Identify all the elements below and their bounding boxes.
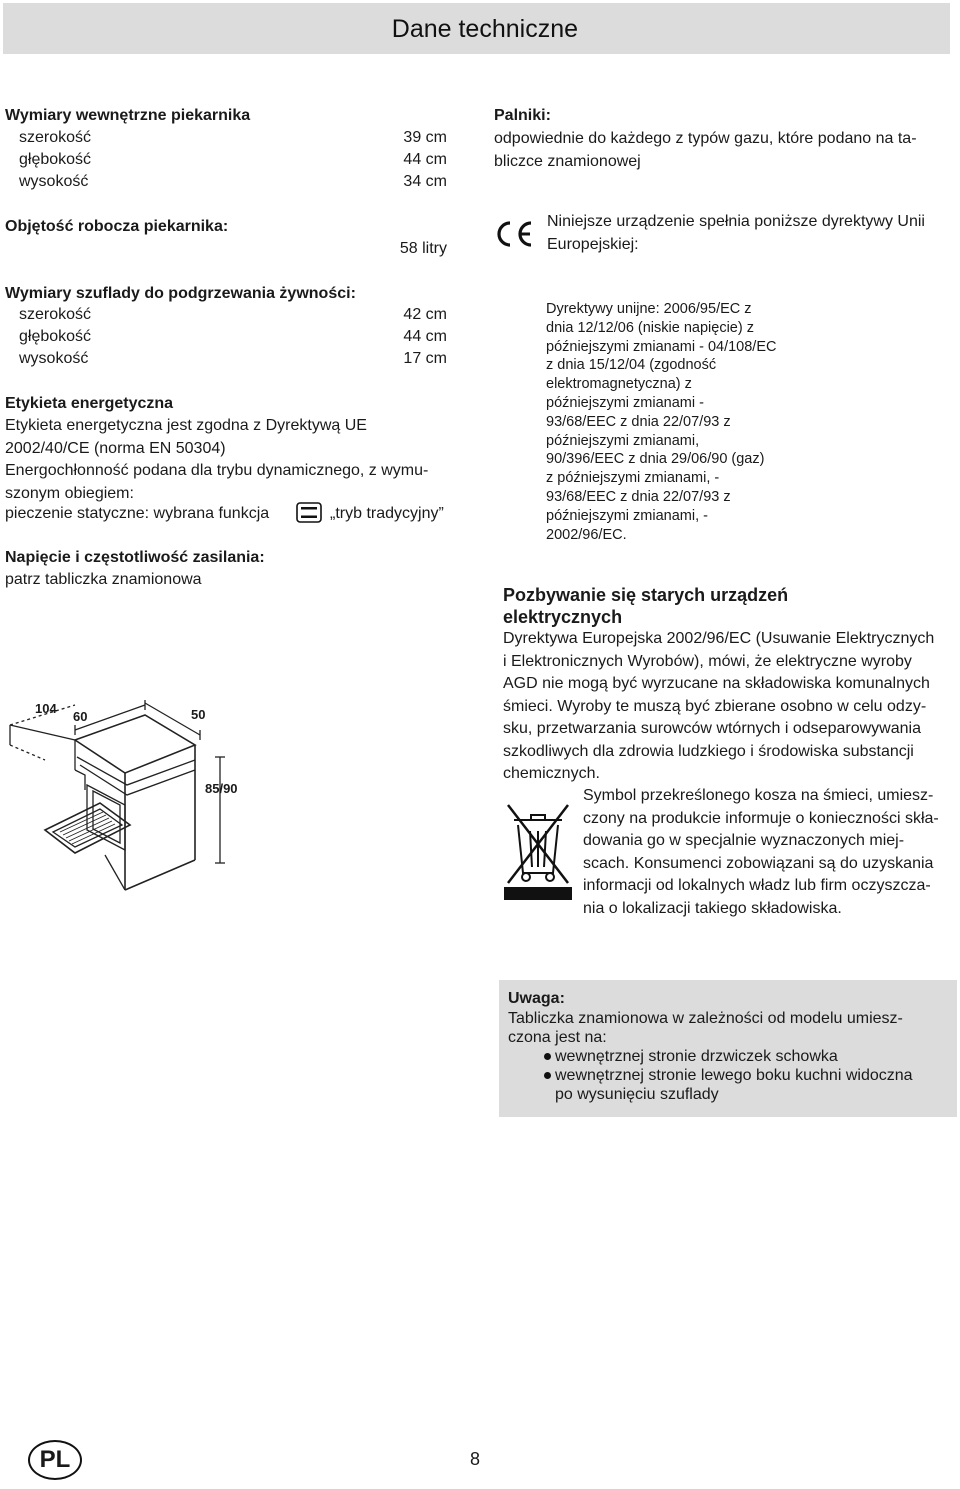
bullet-icon — [544, 1072, 551, 1079]
text-line: scach. Konsumenci zobowiązani są do uzyskania — [583, 854, 934, 872]
text-line: informacji od lokalnych władz lub firm oczyszcza- — [583, 877, 931, 894]
voltage-title: Napięcie i częstotliwość zasilania: — [5, 549, 265, 566]
oven-dims-title: Wymiary wewnętrzne piekarnika — [5, 107, 251, 124]
oven-dim-row — [19, 173, 447, 195]
text-line: odpowiednie do każdego z typów gazu, które podano na ta- — [494, 130, 917, 147]
directive-line: późniejszymi zmianami - 04/108/EC — [546, 338, 777, 355]
dim-label: wysokość — [19, 350, 89, 367]
directive-line: późniejszymi zmianami, — [546, 432, 700, 449]
dim-value: 44 cm — [403, 151, 447, 168]
dim-label-85-90: 85/90 — [205, 781, 238, 796]
directive-line: 90/396/EEC z dnia 29/06/90 (gaz) — [546, 451, 765, 468]
text-line: czona jest na: — [508, 1029, 607, 1046]
dim-value: 39 cm — [403, 129, 447, 146]
note-box — [499, 980, 957, 1117]
drawer-dim-row — [19, 328, 447, 350]
directive-line: elektromagnetyczna) z — [546, 376, 692, 393]
conventional-oven-icon — [296, 502, 322, 523]
dim-label-60: 60 — [73, 709, 88, 724]
crossed-bin-icon — [504, 795, 572, 900]
energy-title: Etykieta energetyczna — [5, 395, 174, 412]
text-line: śmieci. Wyroby te muszą być zbierane osobno w celu odzy- — [503, 697, 927, 715]
bullet-icon — [544, 1053, 551, 1060]
page-title: Dane techniczne — [391, 15, 578, 43]
text-line: Europejskiej: — [547, 235, 639, 253]
dim-label: szerokość — [19, 306, 92, 323]
directives-list — [546, 300, 846, 544]
note-bullets — [508, 1047, 948, 1104]
directive-line: dnia 12/12/06 (niskie napięcie) z — [546, 319, 754, 336]
list-item — [508, 1047, 948, 1066]
dim-value: 44 cm — [403, 328, 447, 345]
directive-line: późniejszymi zmianami - — [546, 394, 704, 411]
text-line: Niniejsze urządzenie spełnia poniższe dyrektywy Unii — [547, 213, 925, 230]
bin-text — [583, 785, 958, 920]
volume-value: 58 litry — [399, 240, 447, 257]
dim-value: 42 cm — [403, 306, 447, 323]
text-line: nia o lokalizacji takiego składowiska. — [583, 899, 842, 917]
directive-line: Dyrektywy unijne: 2006/95/EC z — [546, 301, 752, 317]
text-line: bliczce znamionowej — [494, 152, 641, 170]
dim-label-50: 50 — [191, 707, 206, 722]
text-line: Tabliczka znamionowa w zależności od modelu umiesz- — [508, 1010, 903, 1027]
drawer-dim-row — [19, 306, 447, 328]
text-line: i Elektronicznych Wyrobów), mówi, że elektryczne wyroby — [503, 652, 912, 670]
title-line: elektrycznych — [503, 607, 623, 627]
directive-line: 93/68/EEC z dnia 22/07/93 z — [546, 488, 731, 505]
text-line: Symbol przekreślonego kosza na śmieci, umiesz- — [583, 787, 934, 804]
drawer-dims-title: Wymiary szuflady do podgrzewania żywności: — [5, 285, 356, 302]
dim-label-104: 104 — [35, 701, 57, 716]
header-bar — [3, 3, 950, 54]
bullet-line: wewnętrznej stronie drzwiczek schowka — [555, 1048, 838, 1065]
disposal-title — [503, 584, 788, 628]
text-line: 2002/40/CE (norma EN 50304) — [5, 439, 226, 457]
energy-mode-prefix: pieczenie statyczne: wybrana funkcja — [5, 505, 270, 522]
text-line: AGD nie mogą być wyrzucane na składowiska komunalnych — [503, 675, 930, 692]
note-title: Uwaga: — [508, 990, 565, 1007]
bullet-line: po wysunięciu szuflady — [555, 1086, 719, 1103]
disposal-text — [503, 628, 958, 786]
text-line: szonym obiegiem: — [5, 484, 134, 502]
text-line: Etykieta energetyczna jest zgodna z Dyrektywą UE — [5, 417, 367, 434]
directive-line: z późniejszymi zmianami, - — [546, 470, 720, 487]
burners-title: Palniki: — [494, 107, 551, 124]
cooker-dimension-diagram — [5, 685, 255, 910]
oven-dim-row — [19, 151, 447, 173]
dim-value: 34 cm — [403, 173, 447, 190]
oven-dim-row — [19, 129, 447, 151]
text-line: czony na produkcie informuje o konieczności skła- — [583, 809, 939, 827]
bullet-line: wewnętrznej stronie lewego boku kuchni widoczna — [555, 1067, 913, 1084]
volume-title: Objętość robocza piekarnika: — [5, 218, 229, 235]
title-line: Pozbywanie się starych urządzeń — [503, 585, 789, 605]
directive-line: z dnia 15/12/04 (zgodność — [546, 357, 717, 374]
text-line: Energochłonność podana dla trybu dynamicznego, z wymu- — [5, 462, 429, 479]
note-text — [508, 1009, 948, 1047]
energy-text — [5, 415, 455, 505]
text-line: chemicznych. — [503, 765, 600, 782]
dim-value: 17 cm — [403, 350, 447, 367]
list-item — [508, 1066, 948, 1104]
ce-text — [547, 211, 957, 256]
text-line: sku, przetwarzania surowców wtórnych i odseparowywania — [503, 720, 921, 737]
ce-mark-icon — [493, 219, 535, 249]
directive-line: późniejszymi zmianami, - — [546, 507, 708, 524]
burners-text — [494, 128, 954, 173]
language-badge: PL — [28, 1440, 82, 1480]
dim-label: wysokość — [19, 173, 89, 190]
dim-label: głębokość — [19, 151, 92, 168]
drawer-dim-row — [19, 350, 447, 372]
text-line: szkodliwych dla zdrowia ludzkiego i środowiska substancji — [503, 742, 914, 760]
text-line: Dyrektywa Europejska 2002/96/EC (Usuwanie Elektrycznych — [503, 630, 935, 647]
directive-line: 93/68/EEC z dnia 22/07/93 z — [546, 413, 731, 430]
dim-label: szerokość — [19, 129, 92, 146]
text-line: dowania go w specjalnie wyznaczonych miej- — [583, 832, 905, 849]
energy-mode-suffix: „tryb tradycyjny” — [330, 505, 444, 522]
dim-label: głębokość — [19, 328, 92, 345]
voltage-text: patrz tabliczka znamionowa — [5, 571, 202, 588]
directive-line: 2002/96/EC. — [546, 526, 627, 543]
page-number: 8 — [470, 1449, 481, 1469]
